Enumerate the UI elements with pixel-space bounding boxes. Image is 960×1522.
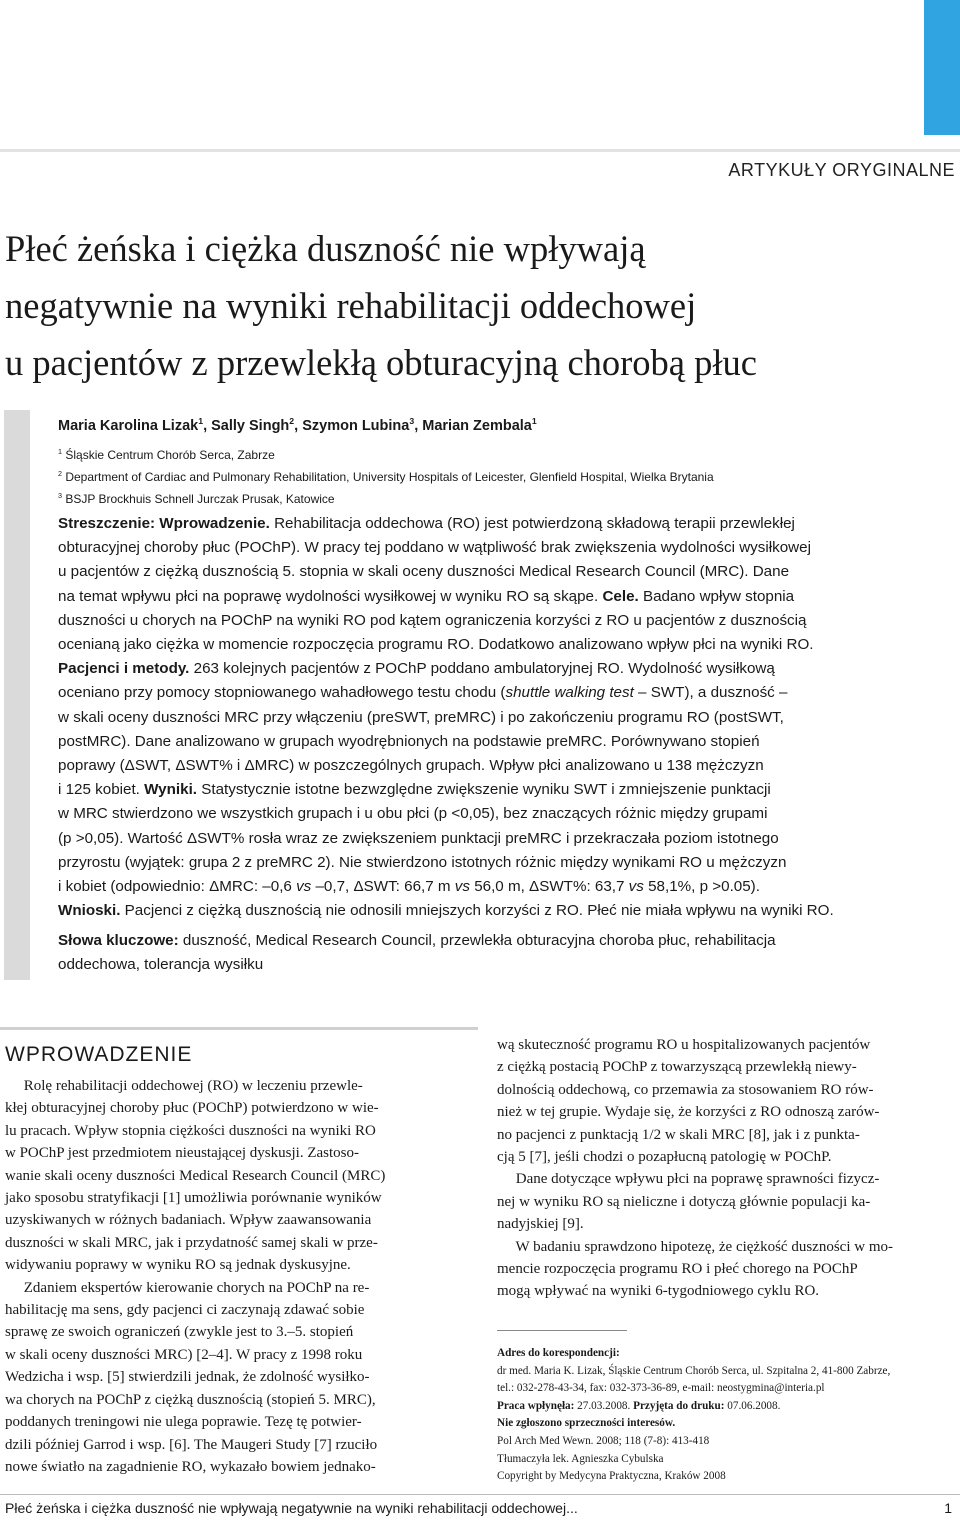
abstract-line [58, 585, 956, 609]
section-divider [0, 1027, 478, 1030]
author-separator: , [203, 418, 212, 434]
body-column-right [497, 1034, 957, 1303]
correspondence-line: tel.: 032-278-43-34, fax: 032-373-36-89, e-mail: neostygmina@interia.pl [497, 1382, 825, 1395]
author-affiliation-mark: 3 [409, 416, 415, 427]
keywords-text: duszność, Medical Research Council, przewlekła obturacyjna choroba płuc, rehabilitacja [178, 932, 776, 949]
abstract-heading: Wnioski. [58, 902, 121, 920]
body-text-line: cją 5 [7], jeśli chodzi o pozapłucną patologię w POChP. [497, 1149, 832, 1166]
author-affiliation-mark: 1 [198, 416, 204, 427]
page-number: 1 [944, 1500, 952, 1516]
abstract-heading: Streszczenie: Wprowadzenie. [58, 515, 270, 532]
body-text-line: Dane dotyczące wpływu płci na poprawę sprawności fizycz- [497, 1171, 880, 1188]
author-affiliation-mark: 1 [531, 416, 537, 427]
body-text-line: Rolę rehabilitacji oddechowej (RO) w leczeniu przewle- [5, 1078, 363, 1094]
abstract-line [58, 512, 956, 536]
abstract-line: (p >0,05). Wartość ΔSWT% rosła wraz ze zwiększeniem punktacji preMRC i przekraczała poziom istotnego [58, 829, 779, 847]
body-text-line: mencie rozpoczęcia programu RO i płeć chorego na POChP [497, 1261, 858, 1278]
abstract-text: oceniano przy pomocy stopniowanego wahadłowego testu chodu ( [58, 684, 506, 702]
abstract-text: Badano wpływ stopnia [638, 587, 795, 605]
body-text-line: kłej obturacyjnej choroby płuc (POChP) potwierdzono w wie- [5, 1100, 379, 1117]
abstract-italic: vs [296, 878, 312, 896]
body-text-line: dolnością oddechową, co przemawia za stosowaniem RO rów- [497, 1081, 874, 1098]
body-text-line: nież w tej grupie. Wydaje się, że korzyści z RO odnoszą zarów- [497, 1104, 880, 1121]
abstract-line: w MRC stwierdzono we wszystkich grupach i u obu płci (p <0,05), bez znaczących różnic między grupami [58, 805, 768, 823]
keywords [58, 929, 956, 977]
author-affiliation-mark: 2 [289, 416, 295, 427]
title-line: Płeć żeńska i ciężka duszność nie wpływają [5, 228, 646, 269]
abstract-text: Statystycznie istotne bezwzględne zwiększenie wyniku SWT i zmniejszenie punktacji [197, 781, 771, 799]
correspondence-line: dr med. Maria K. Lizak, Śląskie Centrum Chorób Serca, ul. Szpitalna 2, 41-800 Zabrze, [497, 1364, 891, 1377]
abstract-line: w skali oceny duszności MRC przy włączeniu (preSWT, preMRC) i po zakończeniu programu RO (postSWT, [58, 708, 784, 726]
abstract-text: 263 kolejnych pacjentów z POChP poddano ambulatoryjnej RO. Wydolność wysiłkową [189, 660, 775, 678]
abstract-line [58, 899, 956, 923]
abstract-heading: Wyniki. [144, 781, 198, 799]
abstract-text: 56,0 m, ΔSWT%: 63,7 [469, 878, 629, 896]
body-text-line: Zdaniem ekspertów kierowanie chorych na POChP na re- [5, 1279, 370, 1296]
affiliation [58, 448, 275, 462]
abstract-line: poprawy (ΔSWT, ΔSWT% i ΔMRC) w poszczególnych grupach. Wpływ płci analizowano u 138 mężczyzn [58, 757, 764, 775]
abstract-text: –0,7, ΔSWT: 66,7 m [311, 878, 455, 896]
abstract-line [58, 778, 956, 802]
abstract-line [58, 681, 956, 705]
citation: Pol Arch Med Wewn. 2008; 118 (7-8): 413-418 [497, 1434, 710, 1447]
affiliation-text: Śląskie Centrum Chorób Serca, Zabrze [65, 448, 275, 462]
abstract-text: Pacjenci z ciężką dusznością nie odnosili mniejszych korzyści z RO. Płeć nie miała wpływu na wyniki RO. [120, 902, 834, 920]
abstract-line: duszności u chorych na POChP na wyniki RO pod kątem ograniczenia korzyści z RO u pacjentów z dusznością [58, 611, 807, 629]
body-text-line: w POChP jest przedmiotem nieustającej dyskusji. Zastoso- [5, 1145, 359, 1162]
body-text-line: w skali oceny duszności MRC) [2–4]. W pracy z 1998 roku [5, 1346, 363, 1363]
abstract-italic: shuttle walking test [505, 684, 634, 702]
author-name: Marian Zembala [422, 418, 532, 434]
abstract-line [58, 657, 956, 681]
body-text-line: sprawę ze swoich ograniczeń (zwykle jest to 3.–5. stopień [5, 1324, 354, 1341]
abstract-text: 58,1%, p >0.05). [643, 878, 760, 896]
author-name: Maria Karolina Lizak [58, 418, 199, 434]
article-title [5, 220, 945, 391]
abstract-italic: vs [628, 878, 644, 896]
body-text-line: mogą wpływać na wyniki 6-tygodniowego cyklu RO. [497, 1283, 820, 1300]
abstract-line: ocenianą jako ciężka w momencie rozpoczęcia programu RO. Dodatkowo analizowano wpływ płci na wyniki RO. [58, 636, 814, 654]
author-list [58, 418, 537, 434]
correspondence-box [497, 1345, 957, 1486]
accepted-label: Przyjęta do druku: [633, 1399, 725, 1412]
abstract-line: postMRC). Dane analizowano w grupach wyodrębnionych na podstawie preMRC. Porównywano stopień [58, 732, 760, 750]
affiliation [58, 470, 714, 484]
body-text-line: W badaniu sprawdzono hipotezę, że ciężkość duszności w mo- [497, 1238, 893, 1255]
footer-divider [0, 1494, 960, 1495]
accent-tab [924, 0, 960, 135]
correspondence-label: Adres do korespondencji: [497, 1347, 620, 1359]
top-divider [0, 149, 960, 152]
keywords-line: oddechowa, tolerancja wysiłku [58, 956, 264, 974]
section-label: ARTYKUŁY ORYGINALNE [728, 160, 955, 180]
body-text-line: widywaniu poprawy w wyniku RO są jednak dyskusyjne. [5, 1257, 351, 1274]
intro-heading: WPROWADZENIE [5, 1043, 193, 1066]
author-separator: , [294, 418, 303, 434]
copyright: Copyright by Medycyna Praktyczna, Kraków 2008 [497, 1470, 726, 1483]
body-text-line: Wedzicha i wsp. [5] stwierdzili jednak, że zdolność wysiłko- [5, 1369, 370, 1386]
body-text-line: jako sposobu stratyfikacji [1] umożliwia porównanie wyników [5, 1190, 382, 1207]
abstract-text: Rehabilitacja oddechowa (RO) jest potwierdzoną składową terapii przewlekłej [269, 515, 795, 532]
abstract-line: przyrostu (wyjątek: grupa 2 z preMRC 2). Nie stwierdzono istotnych różnic między wynikami RO u mężczyzn [58, 853, 787, 871]
abstract-text: na temat wpływu płci na poprawę wydolności wysiłkowej w wyniku RO są skąpe. [58, 587, 603, 605]
affiliation-number: 1 [58, 447, 62, 456]
body-text-line: poddanych treningowi nie ulega poprawie. Tezę tę potwier- [5, 1414, 362, 1431]
body-text-line: z ciężką postacią POChP z towarzyszącą przewlekłą niewy- [497, 1059, 857, 1076]
body-text-line: uzyskiwanych w różnych badaniach. Wpływ zaawansowania [5, 1212, 372, 1229]
abstract-line: u pacjentów z ciężką dusznością 5. stopnia w skali oceny duszności Medical Research Council (MRC). Dane [58, 563, 790, 581]
affiliation-number: 3 [58, 491, 62, 500]
abstract-heading: Pacjenci i metody. [58, 660, 190, 678]
author-name: Szymon Lubina [302, 418, 410, 434]
keywords-line [58, 929, 956, 953]
received-date: 27.03.2008. [574, 1399, 634, 1412]
received-label: Praca wpłynęła: [497, 1399, 575, 1412]
body-text-line: no pacjenci z punktacją 1/2 w skali MRC [8], jak i z punkta- [497, 1126, 860, 1143]
affiliation-text: Department of Cardiac and Pulmonary Rehabilitation, University Hospitals of Leicester, Glenfield Hospital, Wielka Brytania [65, 470, 714, 484]
abstract-line [58, 875, 956, 899]
body-text-line: nowe światło na zagadnienie RO, wykazało bowiem jednako- [5, 1458, 376, 1475]
title-line: negatywnie na wyniki rehabilitacji oddechowej [5, 285, 697, 326]
translator: Tłumaczyła lek. Agnieszka Cybulska [497, 1452, 664, 1465]
affiliation-number: 2 [58, 469, 62, 478]
author-name: Sally Singh [211, 418, 290, 434]
abstract-text: i 125 kobiet. [58, 781, 145, 799]
abstract-text: – SWT), a duszność – [633, 684, 788, 702]
body-text-line: wa chorych na POChP z ciężką dusznością (stopień 5. MRC), [5, 1391, 376, 1408]
title-line: u pacjentów z przewlekłą obturacyjną chorobą płuc [5, 342, 757, 383]
correspondence-line [497, 1398, 957, 1416]
body-text-line: dzili później Garrod i wsp. [6]. The Maugeri Study [7] rzuciło [5, 1436, 378, 1453]
body-text-line: duszności w skali MRC, jak i przydatność samej skali w prze- [5, 1234, 378, 1251]
body-text-line: lu pracach. Wpływ stopnia ciężkości duszności na wyniki RO [5, 1122, 376, 1139]
conflict-statement: Nie zgłoszono sprzeczności interesów. [497, 1417, 676, 1430]
body-text-line: wą skuteczność programu RO u hospitalizowanych pacjentów [497, 1037, 871, 1053]
body-text-line: habilitację ma sens, gdy pacjenci ci zaczynają zdawać sobie [5, 1302, 365, 1319]
footer-running-title: Płeć żeńska i ciężka duszność nie wpływają negatywnie na wyniki rehabilitacji oddechowej... [5, 1500, 578, 1516]
abstract [58, 512, 956, 923]
affiliation-text: BSJP Brockhuis Schnell Jurczak Prusak, Katowice [65, 492, 335, 506]
abstract-text: i kobiet (odpowiednio: ΔMRC: –0,6 [58, 878, 297, 896]
abstract-side-bar [4, 410, 30, 980]
correspondence-rule [497, 1330, 627, 1331]
keywords-label: Słowa kluczowe: [58, 932, 179, 949]
abstract-heading: Cele. [602, 587, 639, 605]
affiliation [58, 492, 335, 506]
author-separator: , [414, 418, 423, 434]
body-text-line: nej w wyniku RO są nieliczne i dotyczą głównie populacji ka- [497, 1193, 871, 1210]
body-text-line: wanie skali oceny duszności Medical Research Council (MRC) [5, 1167, 386, 1184]
accepted-date: 07.06.2008. [724, 1399, 781, 1412]
abstract-italic: vs [454, 878, 470, 896]
body-column-left [5, 1075, 463, 1478]
body-text-line: nadyjskiej [9]. [497, 1216, 584, 1233]
abstract-line: obturacyjnej choroby płuc (POChP). W pracy tej poddano w wątpliwość brak zwiększenia wydolności wysiłkowej [58, 539, 811, 557]
